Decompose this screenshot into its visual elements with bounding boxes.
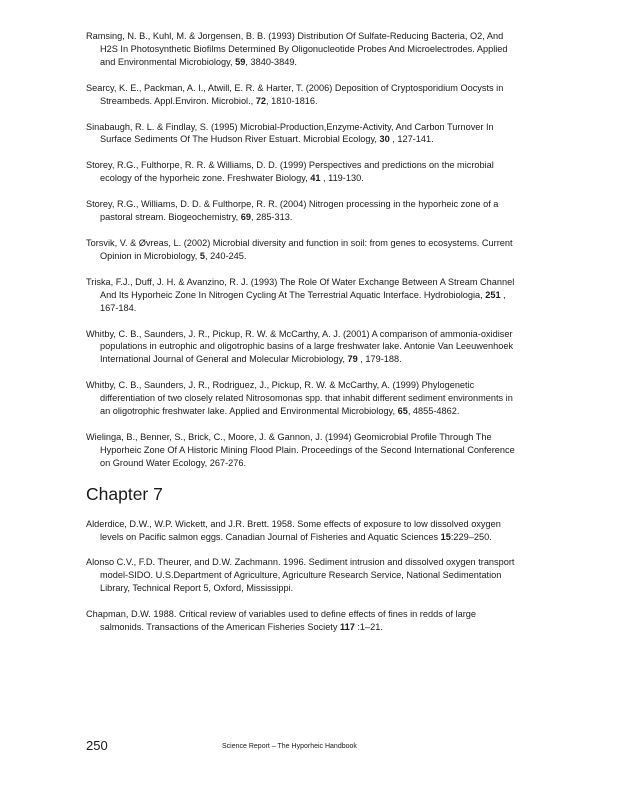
- running-footer-title: Science Report – The Hyporheic Handbook: [222, 743, 357, 750]
- reference-entry: Storey, R.G., Williams, D. D. & Fulthorpe, R. R. (2004) Nitrogen processing in the hyporheic zone of a pastoral stream. Biogeochemistry, 69, 285-313.: [86, 199, 499, 223]
- reference-entry: Torsvik, V. & Øvreas, L. (2002) Microbial diversity and function in soil: from genes to ecosystems. Current Opinion in Microbiology, 5, 240-245.: [86, 237, 513, 261]
- reference-group-top: [86, 30, 518, 470]
- reference-entry: Whitby, C. B., Saunders, J. R., Pickup, R. W. & McCarthy, A. J. (2001) A comparison of ammonia-oxidiser populations in eutrophic and oligotrophic basins of a large freshwater lake. Antonie Van Leeuwenhoek International Journal of General and Molecular Microbiology, 79 , 179-188.: [86, 328, 514, 365]
- reference-entry: Alderdice, D.W., W.P. Wickett, and J.R. Brett. 1958. Some effects of exposure to low dissolved oxygen levels on Pacific salmon eggs. Canadian Journal of Fisheries and Aquatic Sciences 15:229–250.: [86, 518, 501, 542]
- reference-entry: Sinabaugh, R. L. & Findlay, S. (1995) Microbial-Production,Enzyme-Activity, And Carbon Turnover In Surface Sediments Of The Hudson River Estuart. Microbial Ecology, 30 , 127-141.: [86, 121, 494, 145]
- page-number: 250: [86, 738, 108, 753]
- reference-entry: Triska, F.J., Duff, J. H. & Avanzino, R. J. (1993) The Role Of Water Exchange Between A Stream Channel And Its Hyporheic Zone In Nitrogen Cycling At The Terrestrial Aquatic Interface. Hydrobiologia, 251 , 167-184.: [86, 276, 515, 313]
- reference-entry: Alonso C.V., F.D. Theurer, and D.W. Zachmann. 1996. Sediment intrusion and dissolved oxygen transport model-SIDO. U.S.Department of Agriculture, Agriculture Research Service, National Sedimentation Library, Technical Report 5, Oxford, Mississippi.: [86, 557, 515, 594]
- reference-entry: Whitby, C. B., Saunders, J. R., Rodriguez, J., Pickup, R. W. & McCarthy, A. (1999) Phylogenetic differentiation of two closely related Nitrosomonas spp. that inhabit different sediment environments in an oligotrophic freshwater lake. Applied and Environmental Microbiology, 65, 4855-4862.: [86, 380, 513, 417]
- reference-entry: Searcy, K. E., Packman, A. I., Atwill, E. R. & Harter, T. (2006) Deposition of Cryptosporidium Oocysts in Streambeds. Appl.Environ. Microbiol., 72, 1810-1816.: [86, 82, 504, 106]
- reference-entry: Storey, R.G., Fulthorpe, R. R. & Williams, D. D. (1999) Perspectives and predictions on the microbial ecology of the hyporheic zone. Freshwater Biology, 41 , 119-130.: [86, 160, 494, 184]
- reference-group-bottom: [86, 518, 518, 634]
- reference-entry: Ramsing, N. B., Kuhl, M. & Jorgensen, B. B. (1993) Distribution Of Sulfate-Reducing Bacteria, O2, And H2S In Photosynthetic Biofilms Determined By Oligonucleotide Probes And Microelectrodes. Applied and Environmental Microbiology, 59, 3840-3849.: [86, 31, 508, 67]
- reference-entry: Chapman, D.W. 1988. Critical review of variables used to define effects of fines in redds of large salmonids. Transactions of the American Fisheries Society 117 :1–21.: [86, 609, 476, 633]
- reference-list: [86, 30, 518, 647]
- chapter-heading: Chapter 7: [86, 483, 163, 504]
- reference-entry: Wielinga, B., Benner, S., Brick, C., Moore, J. & Gannon, J. (1994) Geomicrobial Profile Through The Hyporheic Zone Of A Historic Mining Flood Plain. Proceedings of the Second International Conference on Ground Water Ecology, 267-276.: [86, 431, 515, 468]
